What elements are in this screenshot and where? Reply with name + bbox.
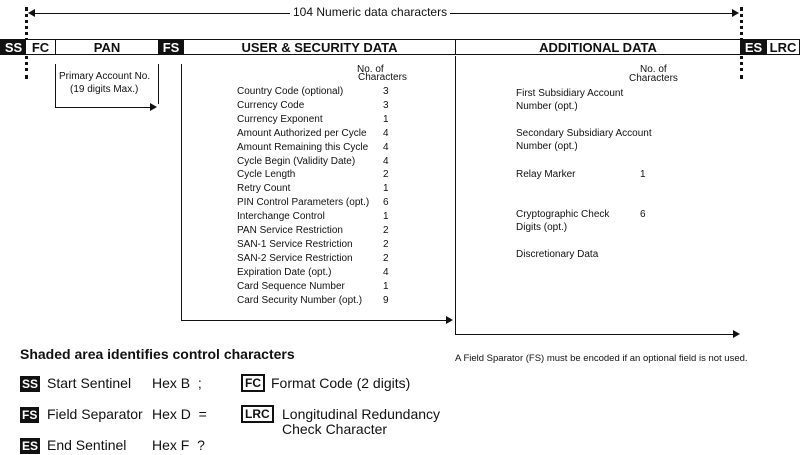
legend-es-badge: ES [22, 439, 39, 453]
ss-cell: SS [0, 39, 27, 55]
first-subsidiary-line2: Number (opt.) [516, 101, 578, 112]
user-security-field-count: 9 [383, 294, 389, 306]
dimension-arrow-left [28, 9, 35, 17]
user-security-field-label: Card Sequence Number [237, 280, 345, 292]
user-security-field-label: PAN Service Restriction [237, 225, 343, 236]
additional-header-line1: No. of [640, 64, 667, 75]
user-security-field-label: Card Security Number (opt.) [237, 294, 363, 306]
legend-ss-name: Start Sentinel [47, 375, 132, 391]
legend-fs-name: Field Separator [47, 406, 143, 422]
user-security-cell: USER & SECURITY DATA [184, 39, 456, 55]
user-security-field-count: 6 [383, 197, 389, 209]
fc-cell: FC [26, 39, 56, 55]
user-security-field-count: 2 [383, 238, 389, 250]
field-separator-note: A Field Sparator (FS) must be encoded if an optional field is not used. [455, 353, 748, 364]
first-subsidiary-line1: First Subsidiary Account [516, 88, 624, 99]
pan-detail-line2: (19 digits Max.) [70, 84, 139, 95]
legend-fc [241, 374, 265, 392]
additional-bracket-left [455, 56, 456, 335]
additional-header-line2: Characters [629, 73, 678, 84]
crypto-check-line1: Cryptographic Check [516, 209, 610, 220]
user-security-field-label: Expiration Date (opt.) [237, 266, 332, 278]
relay-marker-count: 1 [640, 169, 646, 180]
track-bar [0, 39, 800, 55]
relay-marker-label: Relay Marker [516, 169, 576, 180]
pan-detail-line1: Primary Account No. [59, 71, 151, 82]
legend-fs [20, 406, 39, 424]
user-security-field-label: Amount Authorized per Cycle [237, 127, 367, 139]
legend-lrc-name-line1: Longitudinal Redundancy [282, 406, 441, 422]
user-security-field-count: 4 [383, 127, 389, 139]
user-security-field-count: 4 [383, 155, 389, 167]
user-security-field-label: Interchange Control [237, 211, 325, 223]
es-cell: ES [741, 39, 767, 55]
user-security-header-line1: No. of [357, 64, 384, 75]
discretionary-data-label: Discretionary Data [516, 249, 599, 260]
user-security-field-count: 1 [383, 183, 389, 195]
user-security-field-count: 1 [383, 280, 389, 292]
pan-bracket-bottom [55, 107, 150, 108]
additional-bracket-arrow [733, 330, 740, 338]
user-security-field-label: Cycle Length [237, 169, 296, 181]
user-security-bracket-arrow [446, 316, 453, 324]
user-security-field-count: 3 [383, 99, 389, 111]
legend-lrc [241, 405, 274, 423]
legend-fc-name: Format Code (2 digits) [271, 375, 411, 391]
crypto-check-line2: Digits (opt.) [516, 222, 568, 233]
user-security-field-label: PIN Control Parameters (opt.) [237, 197, 370, 209]
user-security-field-count: 2 [383, 225, 389, 236]
legend-title: Shaded area identifies control characters [20, 346, 295, 362]
legend-es [20, 437, 40, 455]
user-security-field-label: Country Code (optional) [237, 86, 344, 97]
user-security-field-count: 4 [383, 141, 389, 153]
fs-cell: FS [159, 39, 184, 55]
additional-bracket-bottom [455, 334, 733, 335]
pan-bracket-left [55, 64, 56, 108]
legend-fs-hex: Hex D = [152, 406, 207, 422]
user-security-field-count: 1 [383, 211, 389, 223]
legend-es-name: End Sentinel [47, 437, 127, 453]
user-security-bracket-left [181, 64, 182, 321]
legend-lrc-name-line2: Check Character [282, 421, 388, 437]
legend-fs-badge: FS [22, 408, 38, 422]
user-security-field-count: 3 [383, 86, 389, 97]
legend-fc-badge: FC [241, 374, 265, 392]
second-subsidiary-line2: Number (opt.) [516, 141, 578, 152]
dimension-label: 104 Numeric data characters [290, 5, 450, 19]
user-security-field-label: SAN-1 Service Restriction [237, 238, 353, 250]
user-security-field-label: Currency Code [237, 99, 305, 111]
legend-es-hex: Hex F ? [152, 437, 205, 453]
user-security-field-count: 1 [383, 113, 389, 125]
legend-ss [20, 375, 40, 393]
legend-ss-hex: Hex B ; [152, 375, 202, 391]
crypto-check-count: 6 [640, 209, 646, 220]
user-security-field-label: SAN-2 Service Restriction [237, 252, 353, 264]
pan-bracket-right [158, 64, 159, 104]
user-security-field-label: Amount Remaining this Cycle [237, 141, 369, 153]
lrc-cell: LRC [767, 39, 800, 55]
legend-ss-badge: SS [22, 377, 39, 391]
user-security-field-label: Cycle Begin (Validity Date) [237, 155, 356, 167]
user-security-header-line2: Characters [358, 72, 407, 83]
user-security-field-label: Retry Count [237, 183, 291, 195]
user-security-field-count: 2 [383, 169, 389, 181]
user-security-bracket-bottom [181, 320, 446, 321]
user-security-field-count: 4 [383, 266, 389, 278]
legend-lrc-badge: LRC [241, 405, 274, 423]
second-subsidiary-line1: Secondary Subsidiary Account [516, 128, 652, 139]
pan-cell: PAN [56, 39, 159, 55]
additional-data-cell: ADDITIONAL DATA [456, 39, 741, 55]
user-security-field-label: Currency Exponent [237, 113, 323, 125]
user-security-field-count: 2 [383, 252, 389, 264]
dimension-arrow-right [732, 9, 739, 17]
pan-bracket-arrow [150, 103, 157, 111]
